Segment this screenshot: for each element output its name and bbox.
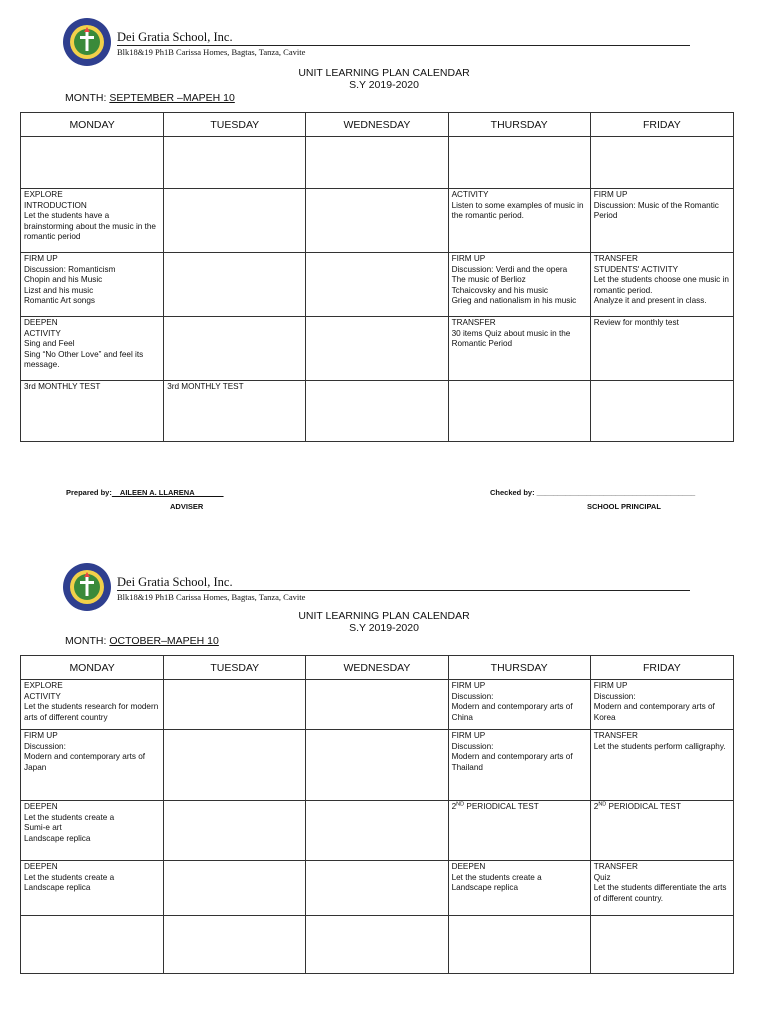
calendar-cell — [164, 317, 306, 381]
school-logo-icon — [62, 17, 112, 67]
calendar-cell — [448, 916, 590, 974]
calendar-cell — [21, 730, 164, 801]
calendar-cell — [590, 916, 733, 974]
calendar-cell — [164, 801, 306, 861]
calendar-cell — [590, 253, 733, 317]
cell-text: EXPLORE INTRODUCTION Let the students have a brainstorming about the music in the romantic period — [24, 190, 156, 242]
cell-text — [449, 137, 590, 139]
cell-text: FIRM UP Discussion: Romanticism Chopin and his Music Lizst and his music Romantic Art songs — [24, 254, 116, 306]
calendar-cell — [306, 680, 448, 730]
plan-title: UNIT LEARNING PLAN CALENDAR — [298, 67, 470, 79]
table-row — [21, 381, 734, 442]
calendar-cell — [21, 137, 164, 189]
cell-text — [164, 253, 305, 255]
calendar-cell — [164, 680, 306, 730]
calendar-cell — [164, 861, 306, 916]
cell-text — [591, 916, 733, 918]
cell-text: FIRM UP Discussion: Verdi and the opera The music of Berlioz Tchaicovsky and his music Grieg and nationalism in his music — [451, 254, 577, 306]
cell-text: 3rd MONTHLY TEST — [167, 382, 244, 391]
month-label: MONTH: — [65, 635, 107, 647]
day-header-tuesday: TUESDAY — [164, 113, 306, 137]
cell-text — [306, 189, 447, 191]
cell-text — [164, 137, 305, 139]
cell-text — [306, 801, 447, 803]
cell-text — [306, 253, 447, 255]
school-year: S.Y 2019-2020 — [349, 79, 419, 91]
cell-text: TRANSFER Quiz Let the students differentiate the arts of different country. — [593, 862, 727, 903]
school-name: Dei Gratia School, Inc. — [117, 575, 233, 589]
day-header-wednesday: WEDNESDAY — [306, 656, 448, 680]
calendar-cell — [21, 253, 164, 317]
calendar-cell — [21, 801, 164, 861]
cell-text — [164, 189, 305, 191]
table-row — [21, 189, 734, 253]
table-row — [21, 801, 734, 861]
school-logo-icon — [62, 562, 112, 612]
checked-role: SCHOOL PRINCIPAL — [587, 502, 661, 511]
calendar-cell — [590, 680, 733, 730]
calendar-cell — [448, 253, 590, 317]
cell-text — [164, 317, 305, 319]
calendar-cell — [306, 861, 448, 916]
day-header-monday: MONDAY — [21, 656, 164, 680]
calendar-cell — [306, 916, 448, 974]
school-address: Blk18&19 Ph1B Carissa Homes, Bagtas, Tanza, Cavite — [117, 47, 306, 57]
calendar-cell — [448, 730, 590, 801]
calendar-cell — [21, 381, 164, 442]
plan-september — [0, 0, 768, 470]
school-year: S.Y 2019-2020 — [349, 622, 419, 634]
day-header-friday: FRIDAY — [590, 113, 733, 137]
cell-text — [306, 680, 447, 682]
calendar-cell — [448, 680, 590, 730]
calendar-table — [20, 112, 734, 442]
calendar-cell — [590, 137, 733, 189]
cell-text: EXPLORE ACTIVITY Let the students research for modern arts of different country — [24, 681, 159, 722]
calendar-cell — [21, 680, 164, 730]
cell-text — [306, 916, 447, 918]
calendar-cell — [590, 189, 733, 253]
cell-text — [306, 317, 447, 319]
calendar-cell — [590, 730, 733, 801]
cell-text: FIRM UP Discussion: Modern and contemporary arts of Thailand — [451, 731, 573, 772]
cell-text — [306, 730, 447, 732]
school-name-underline — [117, 45, 690, 46]
ordinal-suffix: ND — [598, 801, 607, 808]
calendar-cell — [306, 801, 448, 861]
month-line — [65, 92, 235, 104]
month-label: MONTH: — [65, 92, 107, 104]
day-header-row — [21, 113, 734, 137]
calendar-cell — [448, 189, 590, 253]
calendar-cell — [306, 381, 448, 442]
calendar-cell — [306, 730, 448, 801]
prepared-name: AILEEN A. LLARENA — [111, 488, 224, 497]
prepared-label: Prepared by: — [66, 488, 112, 497]
calendar-cell — [164, 253, 306, 317]
cell-text: FIRM UP Discussion: Modern and contemporary arts of Korea — [593, 681, 715, 722]
day-header-thursday: THURSDAY — [448, 113, 590, 137]
cell-text — [306, 861, 447, 863]
day-header-tuesday: TUESDAY — [164, 656, 306, 680]
month-value: SEPTEMBER –MAPEH 10 — [109, 92, 235, 104]
day-header-row — [21, 656, 734, 680]
cell-text — [21, 137, 163, 139]
ordinal-suffix: ND — [456, 801, 465, 808]
cell-text — [164, 680, 305, 682]
cell-text — [21, 916, 163, 918]
cell-text: ACTIVITY Listen to some examples of music in the romantic period. — [451, 190, 584, 221]
table-row — [21, 861, 734, 916]
cell-text: TRANSFER STUDENTS' ACTIVITY Let the students choose one music in romantic period. Analyze it and present in class. — [593, 254, 729, 306]
cell-text — [164, 730, 305, 732]
calendar-cell — [590, 801, 733, 861]
cell-text: TRANSFER Let the students perform calligraphy. — [593, 731, 726, 751]
calendar-cell — [164, 137, 306, 189]
calendar-cell — [164, 916, 306, 974]
calendar-cell — [21, 916, 164, 974]
prepared-role: ADVISER — [170, 502, 204, 511]
school-name: Dei Gratia School, Inc. — [117, 30, 233, 44]
cell-text — [164, 916, 305, 918]
calendar-cell — [590, 861, 733, 916]
calendar-cell — [306, 253, 448, 317]
school-address: Blk18&19 Ph1B Carissa Homes, Bagtas, Tanza, Cavite — [117, 592, 306, 602]
calendar-cell — [590, 317, 733, 381]
calendar-cell — [21, 189, 164, 253]
calendar-cell — [448, 801, 590, 861]
calendar-table — [20, 655, 734, 974]
cell-text: 2ND PERIODICAL TEST — [451, 801, 539, 811]
checked-by: Checked by: ______________________________________ — [490, 488, 696, 497]
plan-title: UNIT LEARNING PLAN CALENDAR — [298, 610, 470, 622]
cell-text — [591, 137, 733, 139]
cell-text: DEEPEN Let the students create a Sumi-e art Landscape replica — [24, 802, 115, 843]
cell-text — [591, 381, 733, 383]
calendar-cell — [448, 317, 590, 381]
cell-text — [164, 861, 305, 863]
cell-text: 3rd MONTHLY TEST — [24, 382, 101, 391]
calendar-cell — [448, 137, 590, 189]
month-value: OCTOBER–MAPEH 10 — [109, 635, 219, 647]
cell-text: DEEPEN Let the students create a Landscape replica — [24, 862, 115, 893]
table-row — [21, 317, 734, 381]
calendar-cell — [164, 381, 306, 442]
table-row — [21, 730, 734, 801]
day-header-wednesday: WEDNESDAY — [306, 113, 448, 137]
calendar-cell — [164, 189, 306, 253]
cell-text: FIRM UP Discussion: Modern and contemporary arts of China — [451, 681, 573, 722]
calendar-cell — [306, 317, 448, 381]
cell-text: FIRM UP Discussion: Modern and contemporary arts of Japan — [24, 731, 146, 772]
cell-text: FIRM UP Discussion: Music of the Romantic Period — [593, 190, 719, 221]
calendar-cell — [448, 861, 590, 916]
prepared-by — [66, 488, 224, 497]
cell-text: 2ND PERIODICAL TEST — [593, 801, 681, 811]
cell-text: Review for monthly test — [593, 318, 679, 327]
calendar-cell — [164, 730, 306, 801]
calendar-cell — [306, 189, 448, 253]
table-row — [21, 253, 734, 317]
table-row — [21, 916, 734, 974]
day-header-thursday: THURSDAY — [448, 656, 590, 680]
day-header-monday: MONDAY — [21, 113, 164, 137]
month-line — [65, 635, 219, 647]
school-name-underline — [117, 590, 690, 591]
cell-text: DEEPEN Let the students create a Landscape replica — [451, 862, 542, 893]
plan-october — [0, 545, 768, 1024]
cell-text — [449, 916, 590, 918]
calendar-cell — [21, 317, 164, 381]
day-header-friday: FRIDAY — [590, 656, 733, 680]
calendar-cell — [21, 861, 164, 916]
calendar-cell — [590, 381, 733, 442]
table-row — [21, 680, 734, 730]
cell-text — [306, 381, 447, 383]
cell-text — [306, 137, 447, 139]
table-row — [21, 137, 734, 189]
cell-text — [164, 801, 305, 803]
cell-text — [449, 381, 590, 383]
calendar-cell — [448, 381, 590, 442]
cell-text: TRANSFER 30 items Quiz about music in the Romantic Period — [451, 318, 571, 349]
calendar-cell — [306, 137, 448, 189]
cell-text: DEEPEN ACTIVITY Sing and Feel Sing “No Other Love” and feel its message. — [24, 318, 144, 370]
